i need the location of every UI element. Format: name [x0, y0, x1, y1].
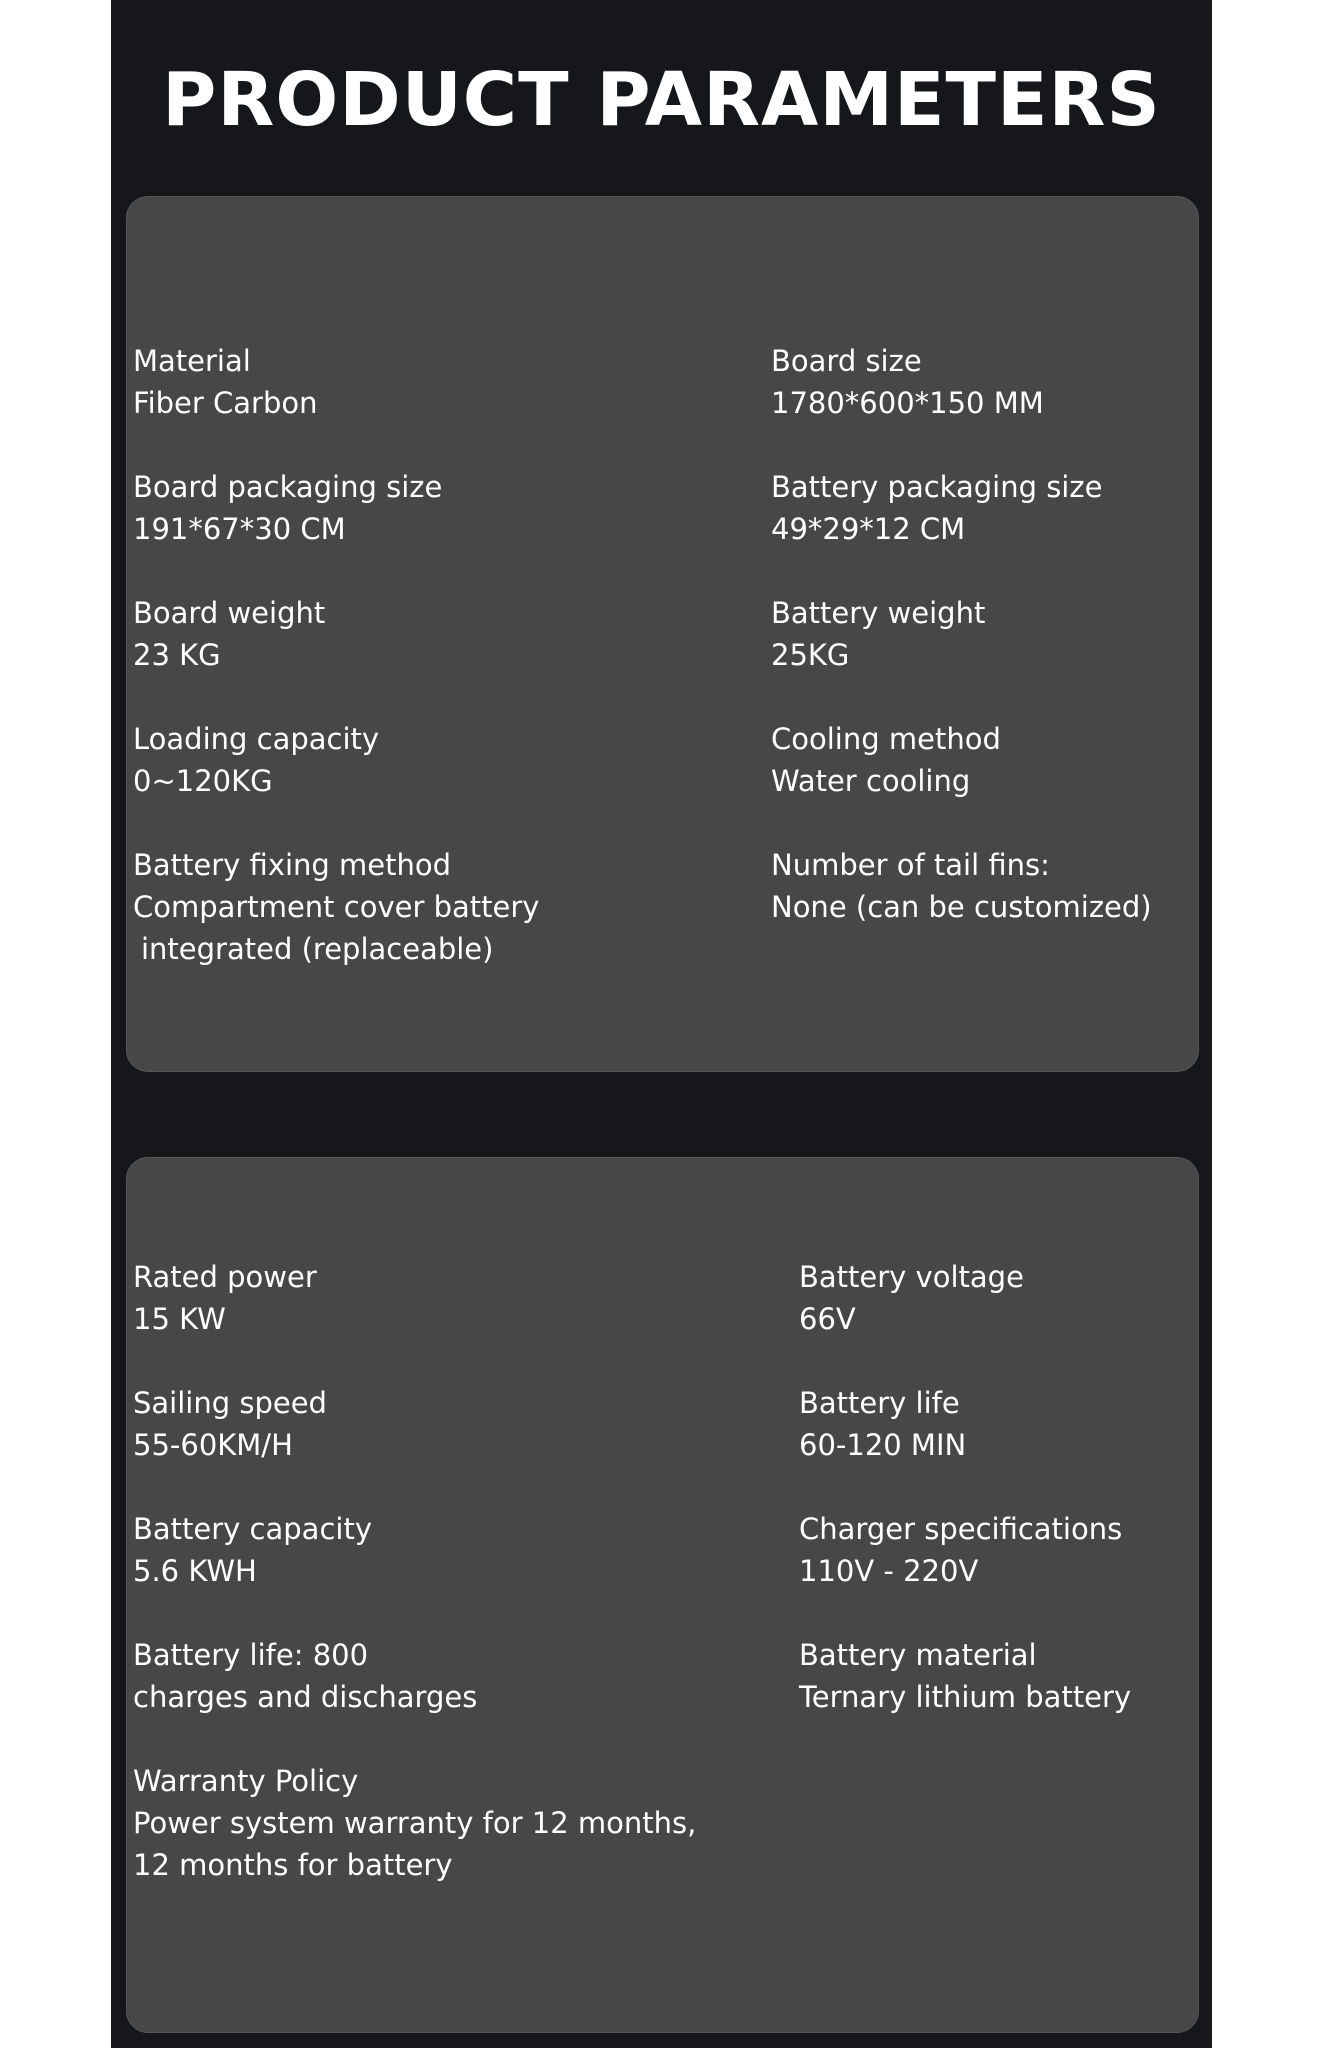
spec-label: Board packaging size	[133, 470, 443, 504]
spec-battery-fixing-method	[133, 844, 539, 970]
spec-label: Battery life: 800	[133, 1638, 369, 1672]
spec-value: Water cooling	[771, 764, 971, 798]
spec-charger-specifications	[799, 1508, 1122, 1592]
spec-value: 5.6 KWH	[133, 1554, 257, 1588]
spec-value: Compartment cover battery	[133, 890, 540, 924]
spec-board-weight	[133, 592, 325, 676]
spec-value: 49*29*12 CM	[771, 512, 966, 546]
spec-battery-cycles	[133, 1634, 477, 1718]
spec-battery-material	[799, 1634, 1131, 1718]
spec-sailing-speed	[133, 1382, 327, 1466]
spec-battery-packaging-size	[771, 466, 1102, 550]
spec-value: charges and discharges	[133, 1680, 478, 1714]
spec-value-line2: integrated (replaceable)	[141, 932, 494, 966]
spec-value: 0~120KG	[133, 764, 273, 798]
spec-label: Battery voltage	[799, 1260, 1024, 1294]
spec-battery-weight	[771, 592, 985, 676]
spec-value: 60-120 MIN	[799, 1428, 967, 1462]
spec-value: 110V - 220V	[799, 1554, 979, 1588]
spec-label: Battery material	[799, 1638, 1037, 1672]
spec-value: 1780*600*150 MM	[771, 386, 1044, 420]
spec-value: 25KG	[771, 638, 850, 672]
spec-warranty-policy	[133, 1760, 696, 1886]
page-title: PRODUCT PARAMETERS	[162, 57, 1161, 143]
spec-value-line2: 12 months for battery	[133, 1848, 453, 1882]
spec-battery-voltage	[799, 1256, 1024, 1340]
spec-board-size	[771, 340, 1044, 424]
spec-material	[133, 340, 318, 424]
spec-value: 191*67*30 CM	[133, 512, 346, 546]
spec-label: Battery capacity	[133, 1512, 372, 1546]
spec-board-packaging-size	[133, 466, 442, 550]
spec-value: 23 KG	[133, 638, 221, 672]
spec-value: None (can be customized)	[771, 890, 1152, 924]
spec-label: Number of tail fins:	[771, 848, 1050, 882]
spec-label: Board weight	[133, 596, 326, 630]
spec-number-of-tail-fins	[771, 844, 1152, 928]
spec-value: Power system warranty for 12 months,	[133, 1806, 697, 1840]
board-specs-card	[126, 196, 1199, 1072]
spec-cooling-method	[771, 718, 1001, 802]
power-specs-card	[126, 1157, 1199, 2033]
spec-value: 15 KW	[133, 1302, 226, 1336]
spec-label: Board size	[771, 344, 922, 378]
spec-label: Material	[133, 344, 251, 378]
spec-label: Battery packaging size	[771, 470, 1103, 504]
spec-label: Battery life	[799, 1386, 960, 1420]
spec-label: Sailing speed	[133, 1386, 327, 1420]
spec-label: Battery weight	[771, 596, 986, 630]
spec-value: Ternary lithium battery	[799, 1680, 1132, 1714]
spec-label: Charger specifications	[799, 1512, 1123, 1546]
spec-label: Loading capacity	[133, 722, 380, 756]
spec-battery-capacity	[133, 1508, 372, 1592]
spec-label: Cooling method	[771, 722, 1001, 756]
spec-label: Warranty Policy	[133, 1764, 359, 1798]
spec-battery-life	[799, 1382, 966, 1466]
spec-rated-power	[133, 1256, 317, 1340]
spec-label: Battery fixing method	[133, 848, 452, 882]
spec-value: 55-60KM/H	[133, 1428, 293, 1462]
spec-value: Fiber Carbon	[133, 386, 318, 420]
spec-value: 66V	[799, 1302, 856, 1336]
product-parameters-panel	[111, 0, 1212, 2048]
spec-loading-capacity	[133, 718, 379, 802]
spec-label: Rated power	[133, 1260, 317, 1294]
